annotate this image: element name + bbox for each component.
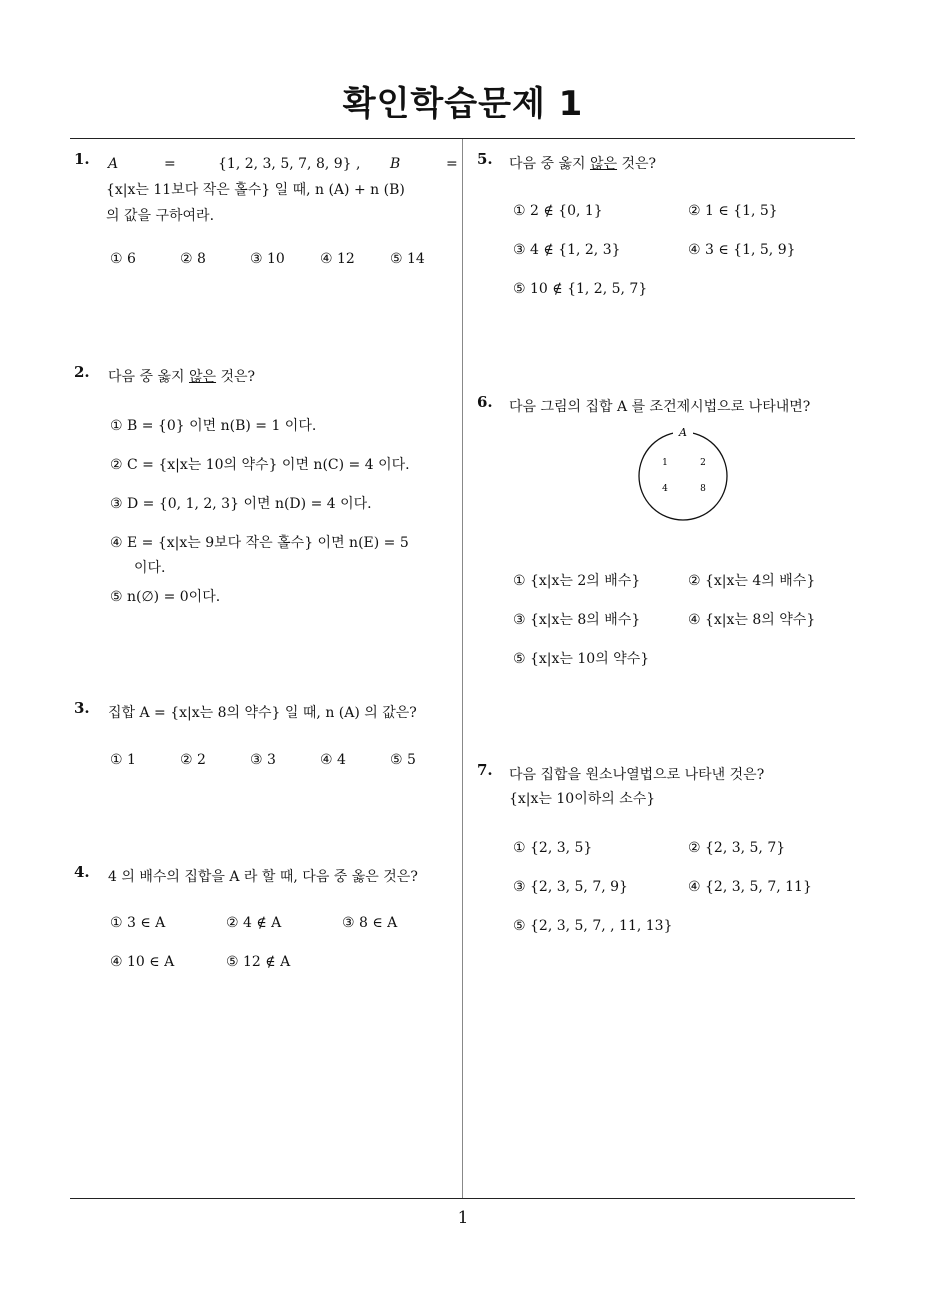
venn-element: 2 [700, 458, 706, 468]
option-5[interactable]: ⑤ 5 [390, 752, 416, 768]
comma: , [356, 156, 361, 172]
option-4[interactable]: ④ {x|x는 8의 약수} [688, 612, 816, 628]
question-number: 1. [74, 150, 90, 168]
column-divider [462, 139, 463, 1198]
option-4[interactable]: ④ 12 [320, 251, 355, 267]
venn-element: 4 [662, 484, 668, 494]
question-text-line3: 의 값을 구하여라. [106, 208, 215, 224]
option-2[interactable]: ② 4 ∉ A [226, 915, 282, 931]
option-4[interactable]: ④ {2, 3, 5, 7, 11} [688, 879, 812, 895]
option-5[interactable]: ⑤ 14 [390, 251, 425, 267]
venn-label: A [679, 426, 687, 439]
question-5 [477, 150, 857, 300]
venn-diagram [635, 425, 735, 525]
option-5[interactable]: ⑤ {2, 3, 5, 7, , 11, 13} [513, 918, 673, 934]
option-3[interactable]: ③ {2, 3, 5, 7, 9} [513, 879, 628, 895]
option-5[interactable]: ⑤ {x|x는 10의 약수} [513, 651, 650, 667]
option-3[interactable]: ③ 8 ∈ A [342, 915, 398, 931]
option-1[interactable]: ① 2 ∉ {0, 1} [513, 203, 603, 219]
equals-sign: = [164, 156, 176, 172]
option-1[interactable]: ① 1 [110, 752, 136, 768]
page-title: 확인학습문제 1 [342, 84, 584, 124]
question-number: 2. [74, 363, 90, 381]
question-3 [74, 699, 456, 779]
option-4[interactable]: ④ 10 ∈ A [110, 954, 175, 970]
question-text-pre: 다음 중 옳지 [108, 369, 189, 385]
question-6 [477, 393, 857, 673]
option-4[interactable]: ④ 4 [320, 752, 346, 768]
option-3[interactable]: ③ {x|x는 8의 배수} [513, 612, 641, 628]
question-4 [74, 863, 456, 983]
option-1[interactable]: ① 3 ∈ A [110, 915, 166, 931]
option-2[interactable]: ② 8 [180, 251, 206, 267]
question-text: 다음 집합을 원소나열법으로 나타낸 것은? [509, 767, 765, 783]
option-4-continued: 이다. [134, 560, 166, 576]
question-text-line2: {x|x는 11보다 작은 홀수} 일 때, n (A) + n (B) [106, 182, 405, 198]
question-2 [74, 363, 456, 613]
question-7 [477, 761, 857, 941]
option-4[interactable]: ④ E = {x|x는 9보다 작은 홀수} 이면 n(E) = 5 [110, 535, 409, 551]
underlined-word: 않은 [188, 369, 217, 385]
option-3[interactable]: ③ 10 [250, 251, 285, 267]
option-1[interactable]: ① {x|x는 2의 배수} [513, 573, 641, 589]
bottom-rule [70, 1198, 855, 1199]
venn-element: 1 [662, 458, 668, 468]
set-a-symbol: A [108, 156, 119, 172]
question-text [509, 151, 656, 177]
option-2[interactable]: ② C = {x|x는 10의 약수} 이면 n(C) = 4 이다. [110, 457, 410, 473]
option-5[interactable]: ⑤ 12 ∉ A [226, 954, 291, 970]
venn-element: 8 [700, 484, 706, 494]
set-b-symbol: B [390, 156, 401, 172]
question-text-post: 것은? [216, 369, 256, 385]
venn-circle [639, 432, 727, 520]
question-text: 다음 그림의 집합 A 를 조건제시법으로 나타내면? [509, 399, 811, 415]
option-1[interactable]: ① B = {0} 이면 n(B) = 1 이다. [110, 418, 317, 434]
question-number: 3. [74, 699, 90, 717]
question-text [108, 364, 255, 390]
option-5[interactable]: ⑤ n(∅) = 0이다. [110, 589, 221, 605]
page-number: 1 [457, 1208, 469, 1228]
option-5[interactable]: ⑤ 10 ∉ {1, 2, 5, 7} [513, 281, 648, 297]
option-3[interactable]: ③ 4 ∉ {1, 2, 3} [513, 242, 621, 258]
question-text-post: 것은? [617, 156, 657, 172]
question-1 [74, 150, 456, 280]
question-number: 7. [477, 761, 493, 779]
option-3[interactable]: ③ D = {0, 1, 2, 3} 이면 n(D) = 4 이다. [110, 496, 372, 512]
option-2[interactable]: ② {x|x는 4의 배수} [688, 573, 816, 589]
set-a-elements: {1, 2, 3, 5, 7, 8, 9} [218, 156, 352, 172]
option-1[interactable]: ① {2, 3, 5} [513, 840, 593, 856]
question-text-pre: 다음 중 옳지 [509, 156, 590, 172]
question-number: 6. [477, 393, 493, 411]
option-2[interactable]: ② 2 [180, 752, 206, 768]
question-number: 4. [74, 863, 90, 881]
question-text: 4 의 배수의 집합을 A 라 할 때, 다음 중 옳은 것은? [108, 869, 418, 885]
equals-sign: = [446, 156, 458, 172]
question-text-line1 [108, 151, 456, 177]
question-number: 5. [477, 150, 493, 168]
option-1[interactable]: ① 6 [110, 251, 136, 267]
question-text: 집합 A = {x|x는 8의 약수} 일 때, n (A) 의 값은? [108, 705, 417, 721]
option-4[interactable]: ④ 3 ∈ {1, 5, 9} [688, 242, 796, 258]
option-3[interactable]: ③ 3 [250, 752, 276, 768]
question-subtext: {x|x는 10이하의 소수} [509, 791, 656, 807]
option-2[interactable]: ② {2, 3, 5, 7} [688, 840, 786, 856]
option-2[interactable]: ② 1 ∈ {1, 5} [688, 203, 778, 219]
underlined-word: 않은 [589, 156, 618, 172]
